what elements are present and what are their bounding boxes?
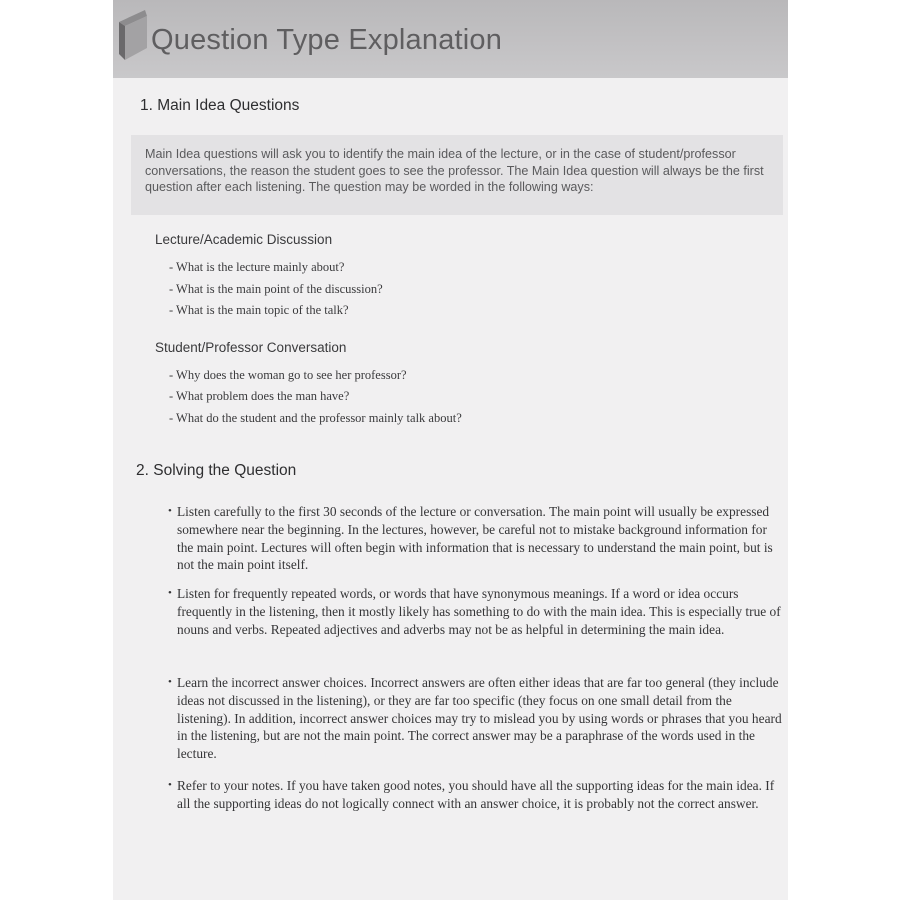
intro-box: Main Idea questions will ask you to identify the main idea of the lecture, or in the case of student/professor conversations, the reason the student goes to see the professor. The Main Idea question will always be the first question after each listening. The question may be worded in the following ways: <box>131 135 783 215</box>
book-page <box>113 0 788 900</box>
section-heading-solving: 2. Solving the Question <box>136 462 297 479</box>
group-label-conversation: Student/Professor Conversation <box>155 340 347 355</box>
bullet-item: • Refer to your notes. If you have taken good notes, you should have all the supporting ideas for the main idea. If all the supporting ideas do not logically connect with an answer choice, it is probably not the correct answer. <box>168 778 775 811</box>
question-item: - What do the student and the professor mainly talk about? <box>169 411 462 425</box>
bullet-text: Listen carefully to the first 30 seconds of the lecture or conversation. The main point will usually be expressed somewhere near the beginning. In the lectures, however, be careful not to mistake background information for the main point. Lectures will often begin with information that is necessary to understand the main point, but is not the main point itself. <box>177 504 773 573</box>
section-heading-main-idea: 1. Main Idea Questions <box>140 97 300 114</box>
question-item: - What is the lecture mainly about? <box>169 260 345 274</box>
bullet-item: • Listen carefully to the first 30 seconds of the lecture or conversation. The main point will usually be expressed somewhere near the beginning. In the lectures, however, be careful not to mistake background information for the main point. Lectures will often begin with information that is necessary to understand the main point, but is not the main point itself. <box>168 504 773 573</box>
question-item: - Why does the woman go to see her professor? <box>169 368 407 382</box>
question-item: - What is the main topic of the talk? <box>169 303 349 317</box>
bullet-text: Learn the incorrect answer choices. Incorrect answers are often either ideas that are far too general (they include ideas not discussed in the listening), or they are far too specific (they focus on one small detail from the listening). In addition, incorrect answer choices may try to mislead you by using words or phrases that you heard in the listening, but are not the main point. The correct answer may be a paraphrase of the words used in the lecture. <box>177 675 782 762</box>
page-header <box>113 0 788 78</box>
cube-icon <box>117 8 147 60</box>
bullet-item: • Learn the incorrect answer choices. Incorrect answers are often either ideas that are far too general (they include ideas not discussed in the listening), or they are far too specific (they focus on one small detail from the listening). In addition, incorrect answer choices may try to mislead you by using words or phrases that you heard in the listening, but are not the main point. The correct answer may be a paraphrase of the words used in the lecture. <box>168 675 782 762</box>
group-label-lecture: Lecture/Academic Discussion <box>155 232 333 247</box>
page-title: Question Type Explanation <box>151 24 503 56</box>
bullet-text: Refer to your notes. If you have taken good notes, you should have all the supporting ideas for the main idea. If all the supporting ideas do not logically connect with an answer choice, it is probably not the correct answer. <box>177 778 775 811</box>
question-item: - What problem does the man have? <box>169 389 350 403</box>
question-item: - What is the main point of the discussion? <box>169 282 383 296</box>
bullet-item: • Listen for frequently repeated words, or words that have synonymous meanings. If a word or idea occurs frequently in the listening, then it mostly likely has something to do with the main idea. This is especially true of nouns and verbs. Repeated adjectives and adverbs may not be as helpful in determining the main idea. <box>168 586 781 637</box>
bullet-text: Listen for frequently repeated words, or words that have synonymous meanings. If a word or idea occurs frequently in the listening, then it mostly likely has something to do with the main idea. This is especially true of nouns and verbs. Repeated adjectives and adverbs may not be as helpful in determining the main idea. <box>177 586 781 637</box>
